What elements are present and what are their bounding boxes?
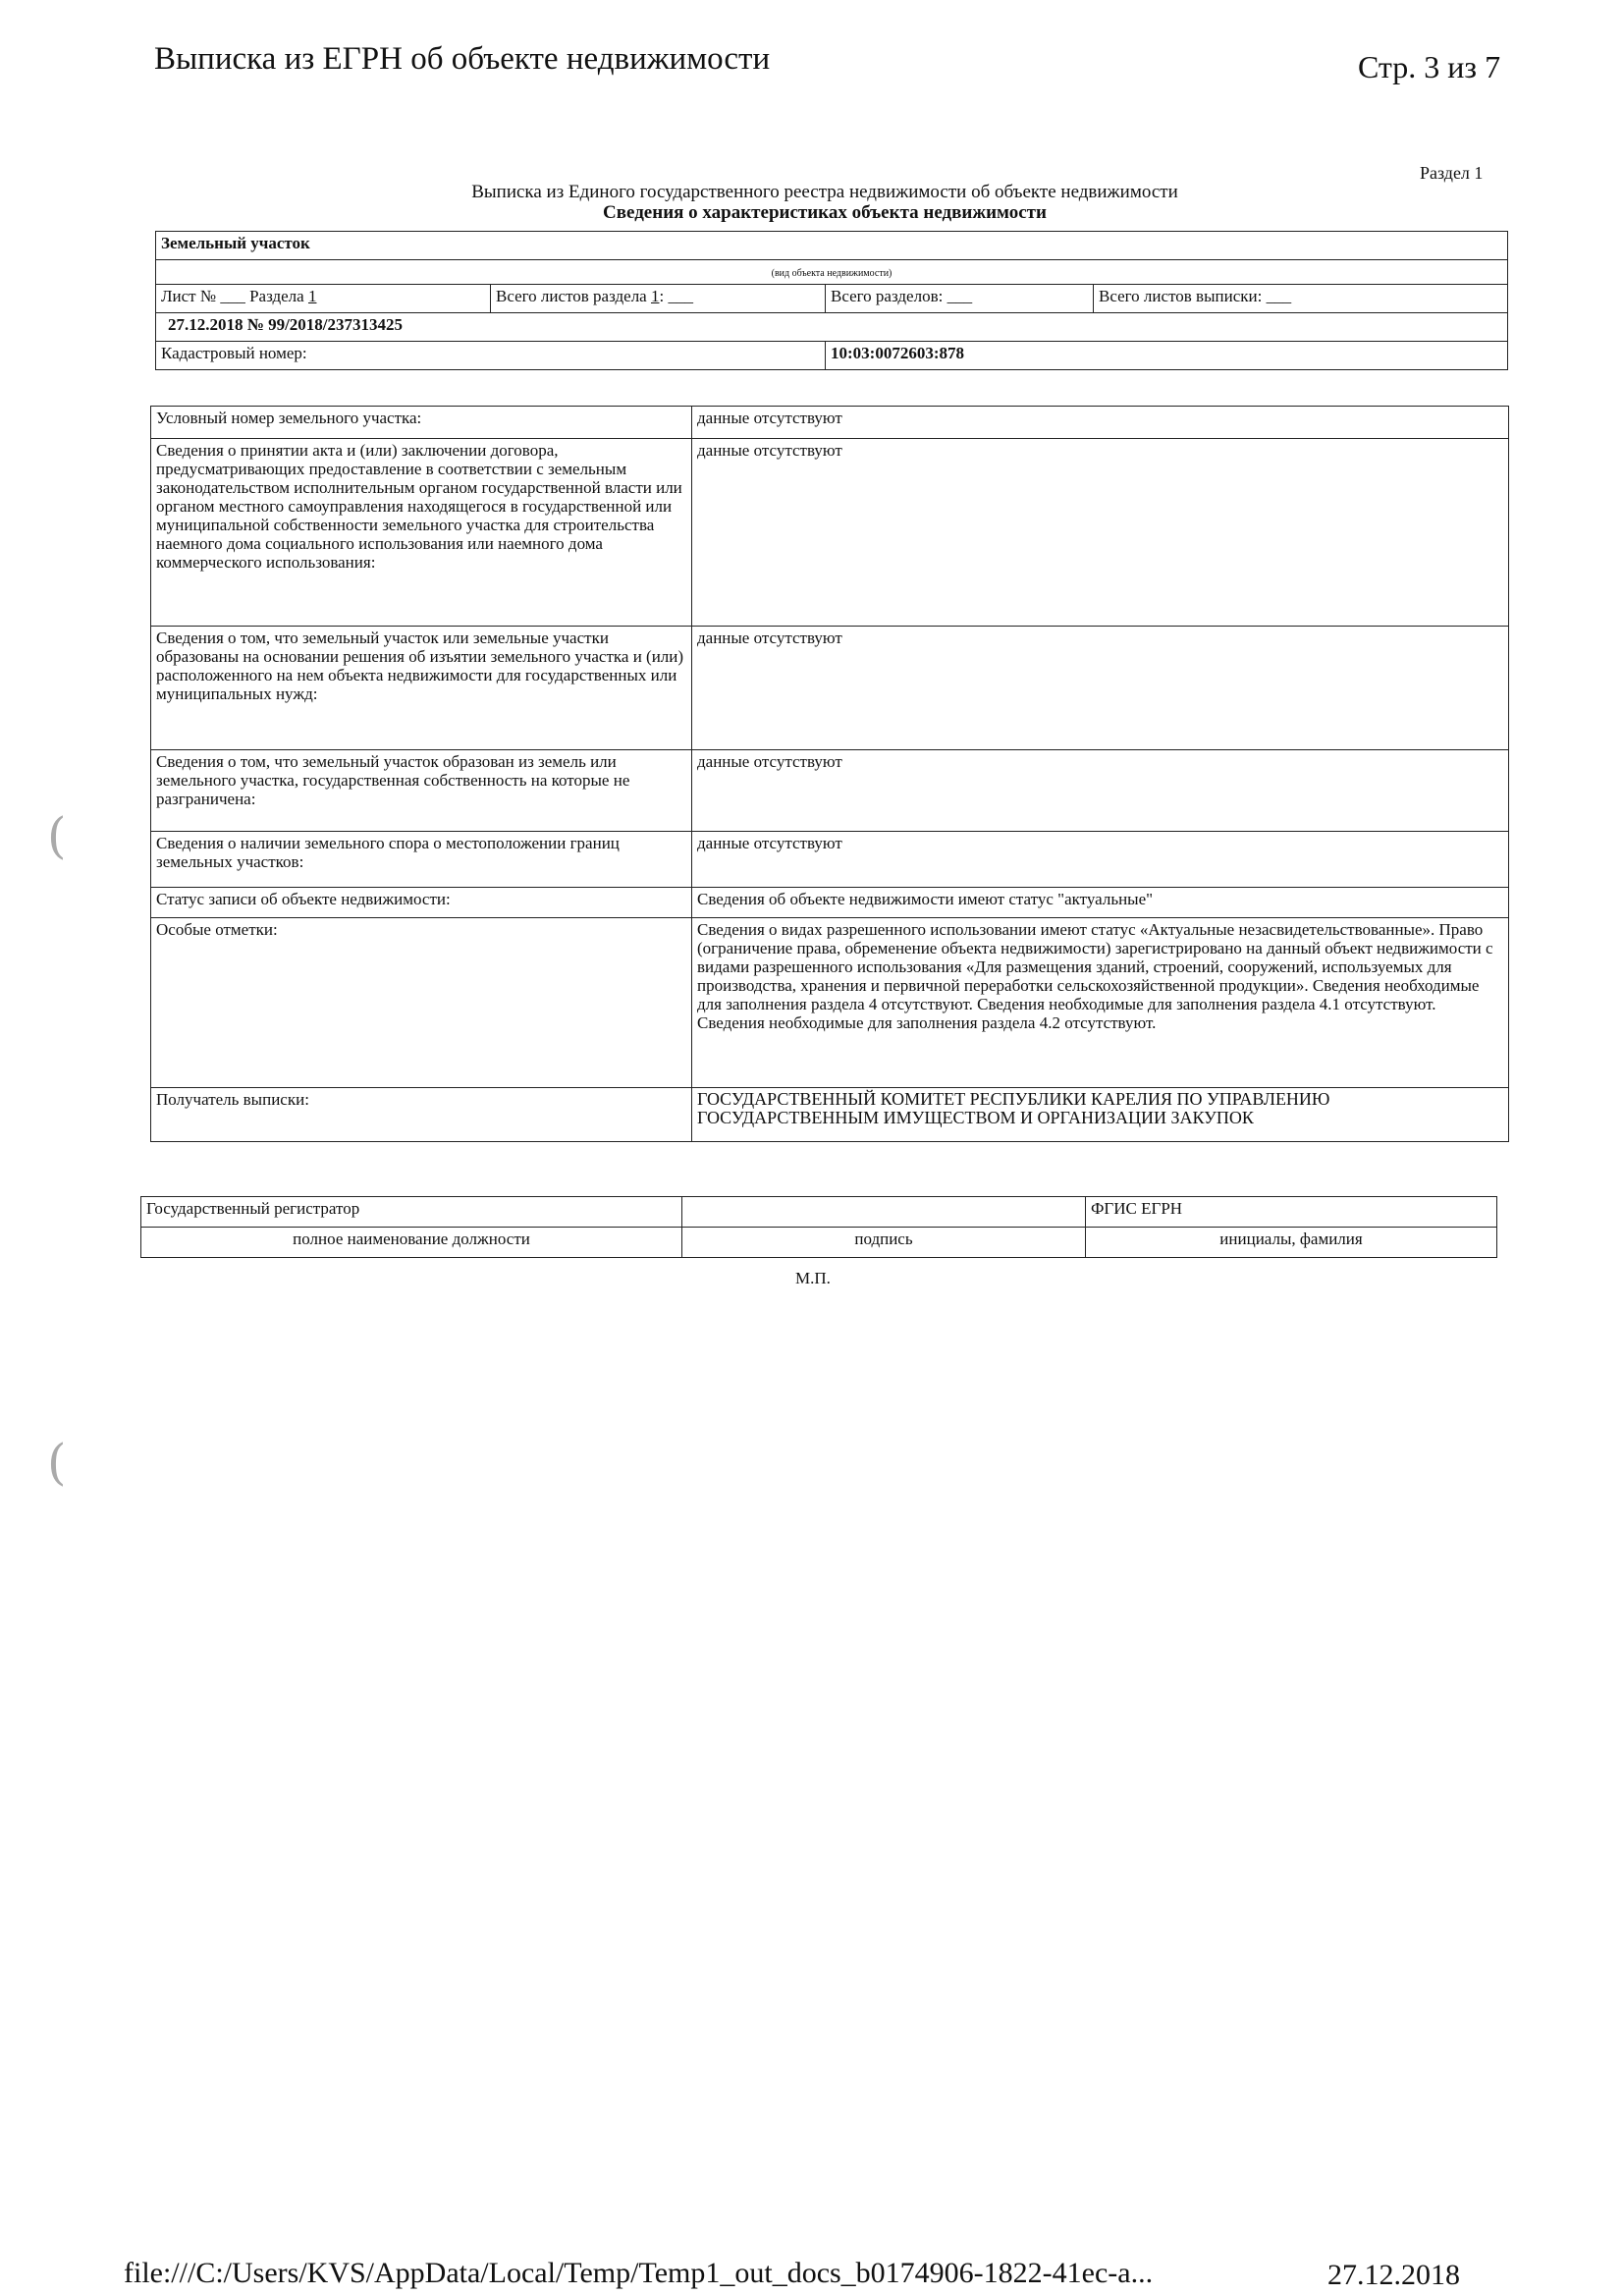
object-type-caption: (вид объекта недвижимости) [156,260,1508,285]
signature-table [140,1196,1497,1258]
footer-date: 27.12.2018 [1327,2259,1460,2291]
page-header-title: Выписка из ЕГРН об объекте недвижимости [154,41,771,77]
sheets-in-section-tail: : ___ [659,287,693,305]
row-label: Получатель выписки: [151,1088,692,1142]
row-value: данные отсутствуют [692,627,1509,750]
total-sheets: Всего листов выписки: ___ [1094,285,1508,313]
table-row [151,832,1509,888]
footer-file-path: file:///C:/Users/KVS/AppData/Local/Temp/Temp1_out_docs_b0174906-1822-41ec-a... [124,2257,1154,2289]
row-label: Сведения о наличии земельного спора о местоположении границ земельных участков: [151,832,692,888]
registry-system: ФГИС ЕГРН [1086,1197,1497,1228]
sheet-label: Лист № ___ Раздела [161,287,304,305]
page-number: Стр. 3 из 7 [1358,49,1501,84]
document-title: Выписка из Единого государственного реестра недвижимости об объекте недвижимости [471,182,1178,202]
position-caption: полное наименование должности [141,1228,682,1258]
sheet-section: 1 [307,287,317,305]
name-caption: инициалы, фамилия [1086,1228,1497,1258]
row-value: Сведения об объекте недвижимости имеют статус "актуальные" [692,888,1509,918]
sheets-in-section-label: Всего листов раздела [496,287,647,305]
object-type: Земельный участок [156,232,1508,260]
signature-caption: подпись [682,1228,1086,1258]
signature-blank [682,1197,1086,1228]
row-label: Особые отметки: [151,918,692,1088]
registrar-label: Государственный регистратор [141,1197,682,1228]
document-title-block [295,182,1355,223]
table-row [151,888,1509,918]
cadastral-label: Кадастровый номер: [156,342,826,370]
row-value: данные отсутствуют [692,832,1509,888]
row-label: Сведения о том, что земельный участок образован из земель или земельного участка, государственная собственность на которые не разграничена: [151,750,692,832]
sheet-number-cell [156,285,491,313]
row-value: Сведения о видах разрешенного использовании имеют статус «Актуальные незасвидетельствованные». Право (ограничение права, обременение объекта недвижимости) зарегистрировано на данный объект недвижимости с видами разрешенного использования «Для размещения зданий, строений, сооружений, используемых для производства, хранения и первичной переработки сельскохозяйственной продукции». Сведения необходимые для заполнения раздела 4 отсутствуют. Сведения необходимые для заполнения раздела 4.1 отсутствуют. Сведения необходимые для заполнения раздела 4.2 отсутствуют. [692,918,1509,1088]
row-label: Сведения о принятии акта и (или) заключении договора, предусматривающих предоставление в соответствии с земельным законодательством исполнительным органом государственной власти или органом местного самоуправления находящегося в государственной или муниципальной собственности земельного участка для строительства наемного дома социального использования или наемного дома коммерческого использования: [151,439,692,627]
row-value: данные отсутствуют [692,439,1509,627]
row-value: данные отсутствуют [692,407,1509,439]
table-row [151,627,1509,750]
row-label: Статус записи об объекте недвижимости: [151,888,692,918]
table-row [151,750,1509,832]
table-row [151,439,1509,627]
characteristics-table [150,406,1509,1142]
sheets-in-section-cell [491,285,826,313]
document-subtitle: Сведения о характеристиках объекта недвижимости [603,202,1047,223]
punch-hole-mark: ( [47,1434,67,1491]
table-row [151,918,1509,1088]
total-sections: Всего разделов: ___ [826,285,1094,313]
row-label: Условный номер земельного участка: [151,407,692,439]
row-value: ГОСУДАРСТВЕННЫЙ КОМИТЕТ РЕСПУБЛИКИ КАРЕЛИЯ ПО УПРАВЛЕНИЮ ГОСУДАРСТВЕННЫМ ИМУЩЕСТВОМ И ОРГАНИЗАЦИИ ЗАКУПОК [692,1088,1509,1142]
sheets-in-section-value: 1 [650,287,660,305]
table-row [151,1088,1509,1142]
cadastral-value: 10:03:0072603:878 [826,342,1508,370]
row-label: Сведения о том, что земельный участок или земельные участки образованы на основании решения об изъятии земельного участка и (или) расположенного на нем объекта недвижимости для государственных или муниципальных нужд: [151,627,692,750]
table-row [151,407,1509,439]
section-label: Раздел 1 [1420,163,1484,183]
row-value: данные отсутствуют [692,750,1509,832]
punch-hole-mark: ( [47,807,67,864]
stamp-place: М.П. [795,1269,831,1287]
extract-date-number: 27.12.2018 № 99/2018/237313425 [156,313,1508,342]
extract-header-table [155,231,1508,370]
